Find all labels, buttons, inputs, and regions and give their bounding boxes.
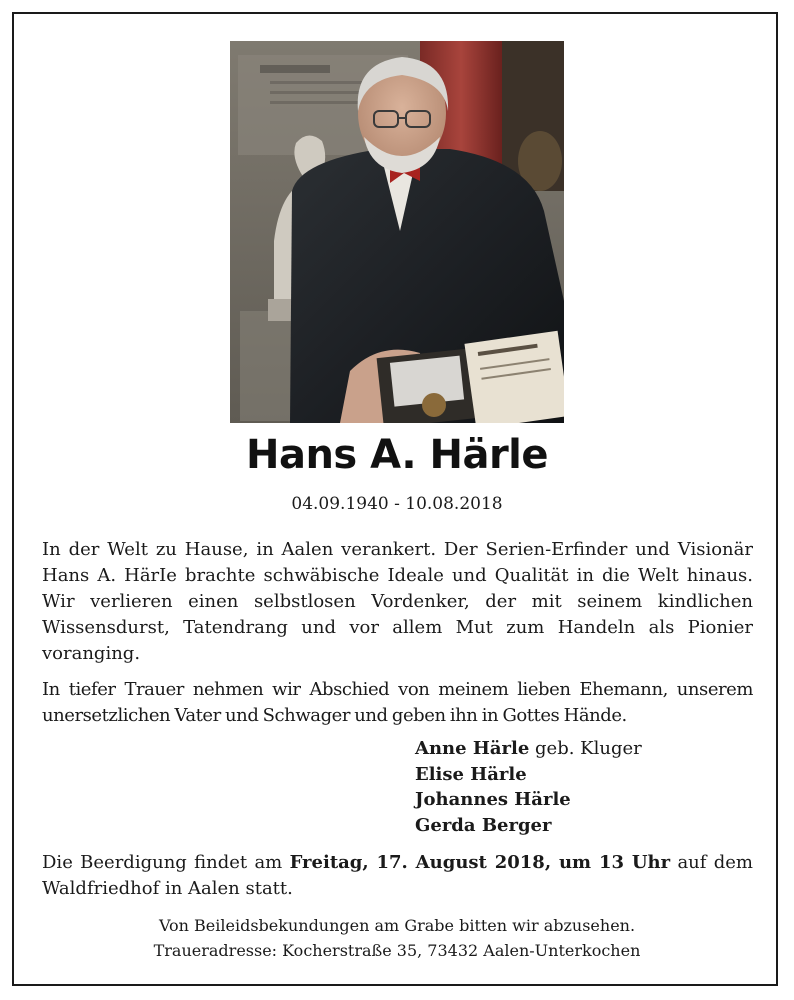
signer xyxy=(415,736,755,762)
signer xyxy=(415,762,755,788)
funeral-pre: Die Beerdigung findet am xyxy=(42,852,290,873)
signer-suffix: geb. Kluger xyxy=(529,738,642,759)
funeral-post: auf dem Waldfriedhof in Aalen statt. xyxy=(42,852,753,899)
mourning-address: Traueradresse: Kocherstraße 35, 73432 Aalen-Unterkochen xyxy=(153,941,641,960)
portrait-photo xyxy=(230,41,564,423)
deceased-name: Hans A. Härle xyxy=(245,432,549,478)
tribute-paragraph: In der Welt zu Hause, in Aalen verankert. Der Serien-Erfinder und Visionär Hans A. HärIe brachte schwäbische Ideale und Qualität in die Welt hinaus. Wir verlieren einen selbstlosen Vordenker, der mit seinem kindlichen Wissensdurst, Tatendrang und vor allem Mut zum Handeln als Pionier voranging. xyxy=(42,539,753,664)
portrait-illustration xyxy=(230,41,564,423)
signer-name: Elise Härle xyxy=(415,763,527,785)
funeral-notice xyxy=(42,850,753,902)
signer-name: Johannes Härle xyxy=(415,789,571,810)
footer-note xyxy=(0,913,794,963)
life-dates: 04.09.1940 - 10.08.2018 xyxy=(291,494,503,514)
signers-list xyxy=(415,736,755,838)
signer xyxy=(415,813,755,839)
funeral-date: Freitag, 17. August 2018, um 13 Uhr xyxy=(289,852,671,873)
condolence-note: Von Beileidsbekundungen am Grabe bitten wir abzusehen. xyxy=(158,916,636,935)
signer-name: Gerda Berger xyxy=(415,814,552,836)
signer-name: Anne Härle xyxy=(415,738,530,759)
signer xyxy=(415,787,755,813)
mourning-paragraph: In tiefer Trauer nehmen wir Abschied von meinem lieben Ehemann, unserem unersetzlichen Vater und Schwager und geben ihn in Gottes Hände. xyxy=(42,679,753,726)
